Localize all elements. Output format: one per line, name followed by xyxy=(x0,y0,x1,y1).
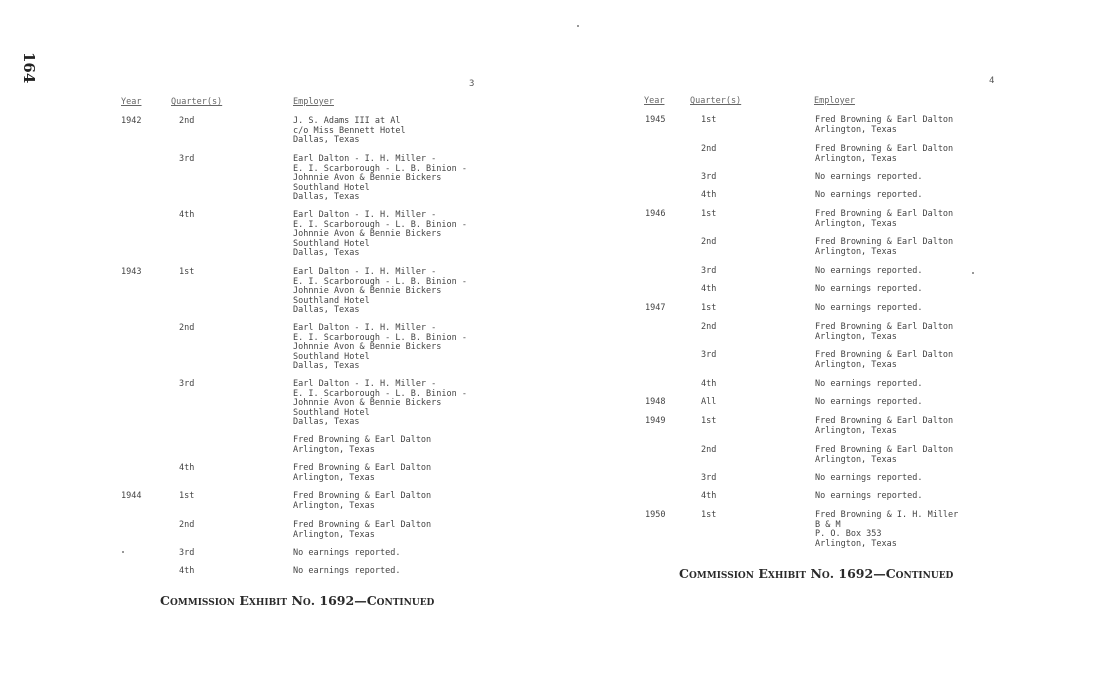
row-quarter: 1st xyxy=(701,416,717,426)
employer-line: Arlington, Texas xyxy=(815,538,897,549)
row-employer xyxy=(293,268,467,316)
left-page-number: 3 xyxy=(469,79,475,89)
employer-line: Arlington, Texas xyxy=(815,454,897,465)
row-year: 1950 xyxy=(645,510,666,520)
employer-line: Arlington, Texas xyxy=(293,472,375,483)
employer-line: Fred Browning & Earl Dalton xyxy=(815,144,954,154)
employer-line: Southland Hotel xyxy=(293,238,370,249)
employer-line: No earnings reported. xyxy=(815,473,923,483)
employer-line: P. O. Box 353 xyxy=(815,529,882,539)
row-year: 1945 xyxy=(645,115,666,125)
row-employer xyxy=(293,380,467,428)
row-employer xyxy=(293,521,431,540)
employer-line: Fred Browning & Earl Dalton xyxy=(815,445,954,455)
employer-line: Earl Dalton - I. H. Miller - xyxy=(293,379,437,389)
row-quarter: All xyxy=(701,397,717,407)
row-year: 1948 xyxy=(645,397,666,407)
employer-line: Fred Browning & Earl Dalton xyxy=(293,463,432,473)
employer-line: Southland Hotel xyxy=(293,407,370,418)
employer-line: Dallas, Texas xyxy=(293,248,360,258)
employer-line: E. I. Scarborough - L. B. Binion - xyxy=(293,276,467,287)
row-year: 1949 xyxy=(645,416,666,426)
employer-line: No earnings reported. xyxy=(815,172,923,182)
row-quarter: 3rd xyxy=(179,379,195,389)
right-header-employer: Employer xyxy=(814,96,855,106)
row-quarter: 1st xyxy=(701,115,717,125)
row-quarter: 3rd xyxy=(701,172,717,182)
employer-line: Arlington, Texas xyxy=(815,359,897,370)
employer-line: Dallas, Texas xyxy=(293,417,360,427)
row-year: 1944 xyxy=(121,491,142,501)
employer-line: Fred Browning & Earl Dalton xyxy=(815,350,954,360)
row-employer xyxy=(815,191,922,201)
employer-line: Fred Browning & I. H. Miller xyxy=(815,510,959,520)
row-quarter: 3rd xyxy=(179,548,195,558)
employer-line: No earnings reported. xyxy=(815,284,923,294)
row-quarter: 1st xyxy=(179,491,195,501)
row-quarter: 4th xyxy=(701,190,717,200)
row-employer xyxy=(815,304,922,314)
row-quarter: 2nd xyxy=(179,323,195,333)
left-header-quarter: Quarter(s) xyxy=(171,97,223,107)
row-employer xyxy=(815,323,953,342)
row-quarter: 2nd xyxy=(179,116,195,126)
employer-line: Earl Dalton - I. H. Miller - xyxy=(293,154,437,164)
employer-line: c/o Miss Bennett Hotel xyxy=(293,125,406,136)
row-quarter: 4th xyxy=(179,463,195,473)
employer-line: E. I. Scarborough - L. B. Binion - xyxy=(293,332,467,343)
employer-line: Fred Browning & Earl Dalton xyxy=(293,435,432,445)
row-quarter: 2nd xyxy=(701,322,717,332)
employer-line: Arlington, Texas xyxy=(815,153,897,164)
row-employer xyxy=(293,567,400,577)
row-employer xyxy=(293,464,431,483)
row-quarter: 2nd xyxy=(701,237,717,247)
left-header-year: Year xyxy=(121,97,142,107)
employer-line: Johnnie Avon & Bennie Bickers xyxy=(293,398,442,408)
row-employer xyxy=(815,474,922,484)
employer-line: Fred Browning & Earl Dalton xyxy=(815,237,954,247)
employer-line: Arlington, Texas xyxy=(815,124,897,135)
row-employer xyxy=(815,285,922,295)
row-quarter: 3rd xyxy=(179,154,195,164)
employer-line: Fred Browning & Earl Dalton xyxy=(293,520,432,530)
employer-line: Fred Browning & Earl Dalton xyxy=(293,491,432,501)
row-quarter: 4th xyxy=(179,566,195,576)
row-employer xyxy=(815,116,953,135)
row-employer xyxy=(293,324,467,372)
employer-line: No earnings reported. xyxy=(815,303,923,313)
row-quarter: 2nd xyxy=(179,520,195,530)
row-year: 1947 xyxy=(645,303,666,313)
row-quarter: 1st xyxy=(179,267,195,277)
employer-line: No earnings reported. xyxy=(293,548,401,558)
employer-line: No earnings reported. xyxy=(815,266,923,276)
row-employer xyxy=(815,417,953,436)
row-year: 1946 xyxy=(645,209,666,219)
row-quarter: 2nd xyxy=(701,144,717,154)
left-header-employer: Employer xyxy=(293,97,334,107)
employer-line: Earl Dalton - I. H. Miller - xyxy=(293,210,437,220)
employer-line: Johnnie Avon & Bennie Bickers xyxy=(293,229,442,239)
employer-line: Arlington, Texas xyxy=(815,246,897,257)
row-employer xyxy=(815,380,922,390)
scan-speck xyxy=(122,551,124,553)
scan-speck xyxy=(577,25,579,27)
row-quarter: 4th xyxy=(701,379,717,389)
employer-line: Johnnie Avon & Bennie Bickers xyxy=(293,173,442,183)
row-quarter: 4th xyxy=(179,210,195,220)
row-quarter: 3rd xyxy=(701,473,717,483)
row-employer xyxy=(815,398,922,408)
employer-line: Arlington, Texas xyxy=(293,444,375,455)
row-employer xyxy=(293,492,431,511)
right-caption: Commission Exhibit No. 1692—Continued xyxy=(679,566,954,581)
employer-line: B & M xyxy=(815,519,841,530)
row-quarter: 4th xyxy=(701,284,717,294)
employer-line: Dallas, Texas xyxy=(293,192,360,202)
row-employer xyxy=(815,145,953,164)
employer-line: Arlington, Texas xyxy=(815,218,897,229)
row-quarter: 3rd xyxy=(701,266,717,276)
row-employer xyxy=(293,155,467,203)
row-employer xyxy=(815,210,953,229)
employer-line: No earnings reported. xyxy=(815,491,923,501)
employer-line: Fred Browning & Earl Dalton xyxy=(815,416,954,426)
row-year: 1943 xyxy=(121,267,142,277)
row-employer xyxy=(815,511,958,549)
employer-line: Johnnie Avon & Bennie Bickers xyxy=(293,342,442,352)
scan-speck xyxy=(972,272,974,274)
employer-line: Earl Dalton - I. H. Miller - xyxy=(293,267,437,277)
employer-line: Dallas, Texas xyxy=(293,305,360,315)
employer-line: No earnings reported. xyxy=(815,190,923,200)
right-page-number: 4 xyxy=(989,76,995,86)
row-quarter: 1st xyxy=(701,303,717,313)
right-header-quarter: Quarter(s) xyxy=(690,96,742,106)
row-quarter: 4th xyxy=(701,491,717,501)
left-caption: Commission Exhibit No. 1692—Continued xyxy=(160,593,435,608)
employer-line: E. I. Scarborough - L. B. Binion - xyxy=(293,388,467,399)
employer-line: Earl Dalton - I. H. Miller - xyxy=(293,323,437,333)
employer-line: Southland Hotel xyxy=(293,351,370,362)
employer-line: No earnings reported. xyxy=(293,566,401,576)
right-header-year: Year xyxy=(644,96,665,106)
employer-line: E. I. Scarborough - L. B. Binion - xyxy=(293,219,467,230)
row-employer xyxy=(293,117,406,146)
row-employer xyxy=(815,351,953,370)
employer-line: Arlington, Texas xyxy=(293,500,375,511)
employer-line: Fred Browning & Earl Dalton xyxy=(815,115,954,125)
row-employer xyxy=(293,436,431,455)
employer-line: Arlington, Texas xyxy=(815,331,897,342)
employer-line: No earnings reported. xyxy=(815,379,923,389)
employer-line: J. S. Adams III at Al xyxy=(293,116,401,126)
row-employer xyxy=(815,446,953,465)
row-employer xyxy=(815,267,922,277)
row-employer xyxy=(815,173,922,183)
employer-line: Dallas, Texas xyxy=(293,361,360,371)
row-employer xyxy=(815,238,953,257)
row-year: 1942 xyxy=(121,116,142,126)
row-employer xyxy=(293,549,400,559)
employer-line: Southland Hotel xyxy=(293,295,370,306)
row-employer xyxy=(293,211,467,259)
employer-line: Arlington, Texas xyxy=(293,529,375,540)
row-employer xyxy=(815,492,922,502)
employer-line: Johnnie Avon & Bennie Bickers xyxy=(293,286,442,296)
row-quarter: 1st xyxy=(701,209,717,219)
row-quarter: 2nd xyxy=(701,445,717,455)
side-page-number: 164 xyxy=(20,52,38,84)
row-quarter: 3rd xyxy=(701,350,717,360)
employer-line: Dallas, Texas xyxy=(293,135,360,145)
employer-line: Fred Browning & Earl Dalton xyxy=(815,209,954,219)
employer-line: Southland Hotel xyxy=(293,182,370,193)
employer-line: Fred Browning & Earl Dalton xyxy=(815,322,954,332)
employer-line: E. I. Scarborough - L. B. Binion - xyxy=(293,163,467,174)
employer-line: Arlington, Texas xyxy=(815,425,897,436)
row-quarter: 1st xyxy=(701,510,717,520)
employer-line: No earnings reported. xyxy=(815,397,923,407)
